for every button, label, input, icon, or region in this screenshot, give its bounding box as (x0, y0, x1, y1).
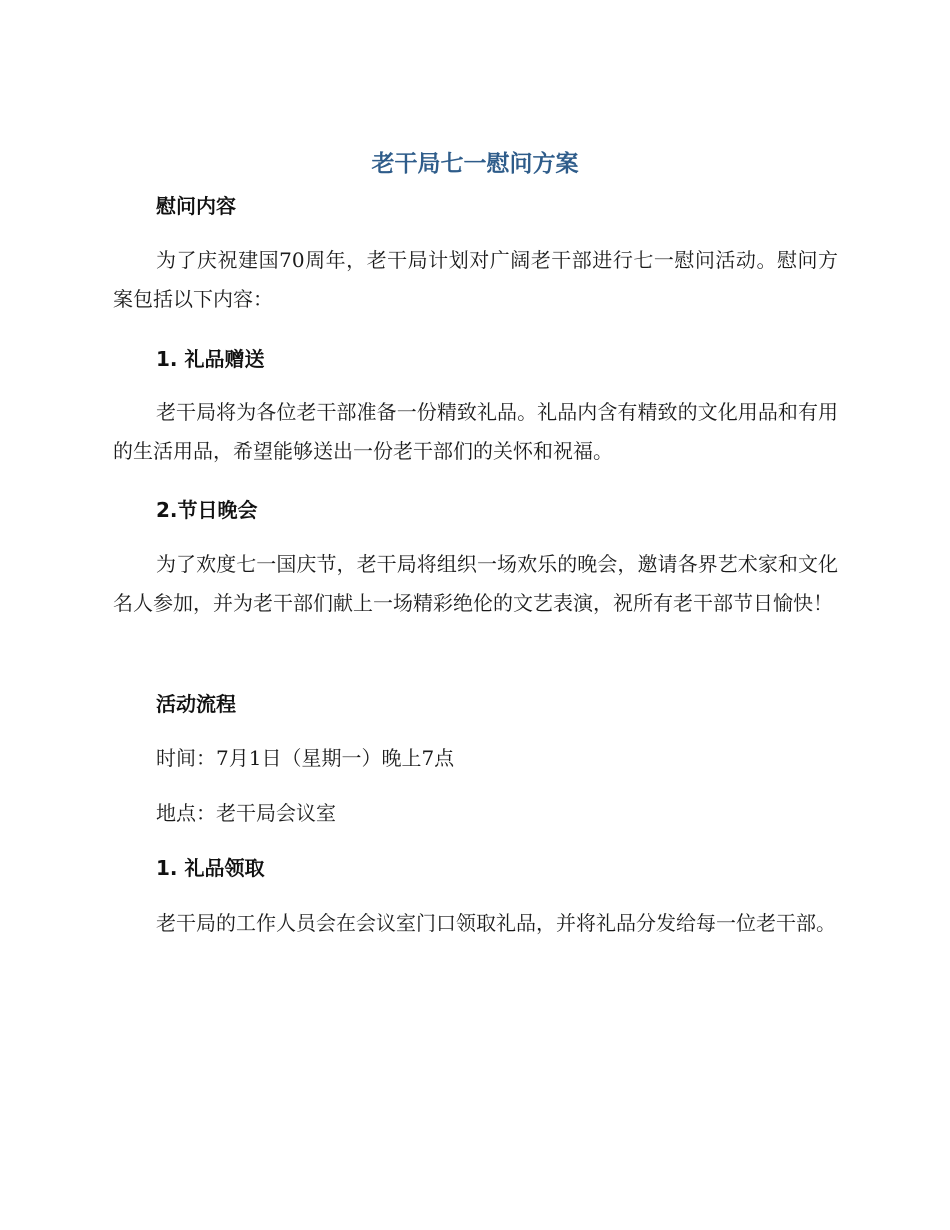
section-heading-festival-gala: 2.节日晚会 (156, 498, 258, 522)
paragraph-gift-giving: 老干局将为各位老干部准备一份精致礼品。礼品内含有精致的文化用品和有用的生活用品，希望能够送出一份老干部们的关怀和祝福。 (113, 400, 838, 463)
paragraph-intro: 为了庆祝建国70周年，老干局计划对广阔老干部进行七一慰问活动。慰问方案包括以下内容： (113, 248, 838, 311)
section-heading-gift-giving: 1. 礼品赠送 (156, 347, 265, 371)
paragraph-gift-collection: 老干局的工作人员会在会议室门口领取礼品，并将礼品分发给每一位老干部。 (156, 911, 836, 935)
paragraph-festival-gala: 为了欢度七一国庆节，老干局将组织一场欢乐的晚会，邀请各界艺术家和文化名人参加，并为老干部们献上一场精彩绝伦的文艺表演，祝所有老干部节日愉快！ (113, 552, 838, 615)
activity-location: 地点：老干局会议室 (156, 801, 336, 825)
document-title: 老干局七一慰问方案 (371, 151, 579, 177)
section-heading-gift-collection: 1. 礼品领取 (156, 856, 265, 880)
activity-time: 时间：7月1日（星期一）晚上7点 (156, 746, 455, 770)
section-heading-condolence-content: 慰问内容 (156, 194, 236, 218)
section-heading-activity-process: 活动流程 (156, 692, 236, 716)
